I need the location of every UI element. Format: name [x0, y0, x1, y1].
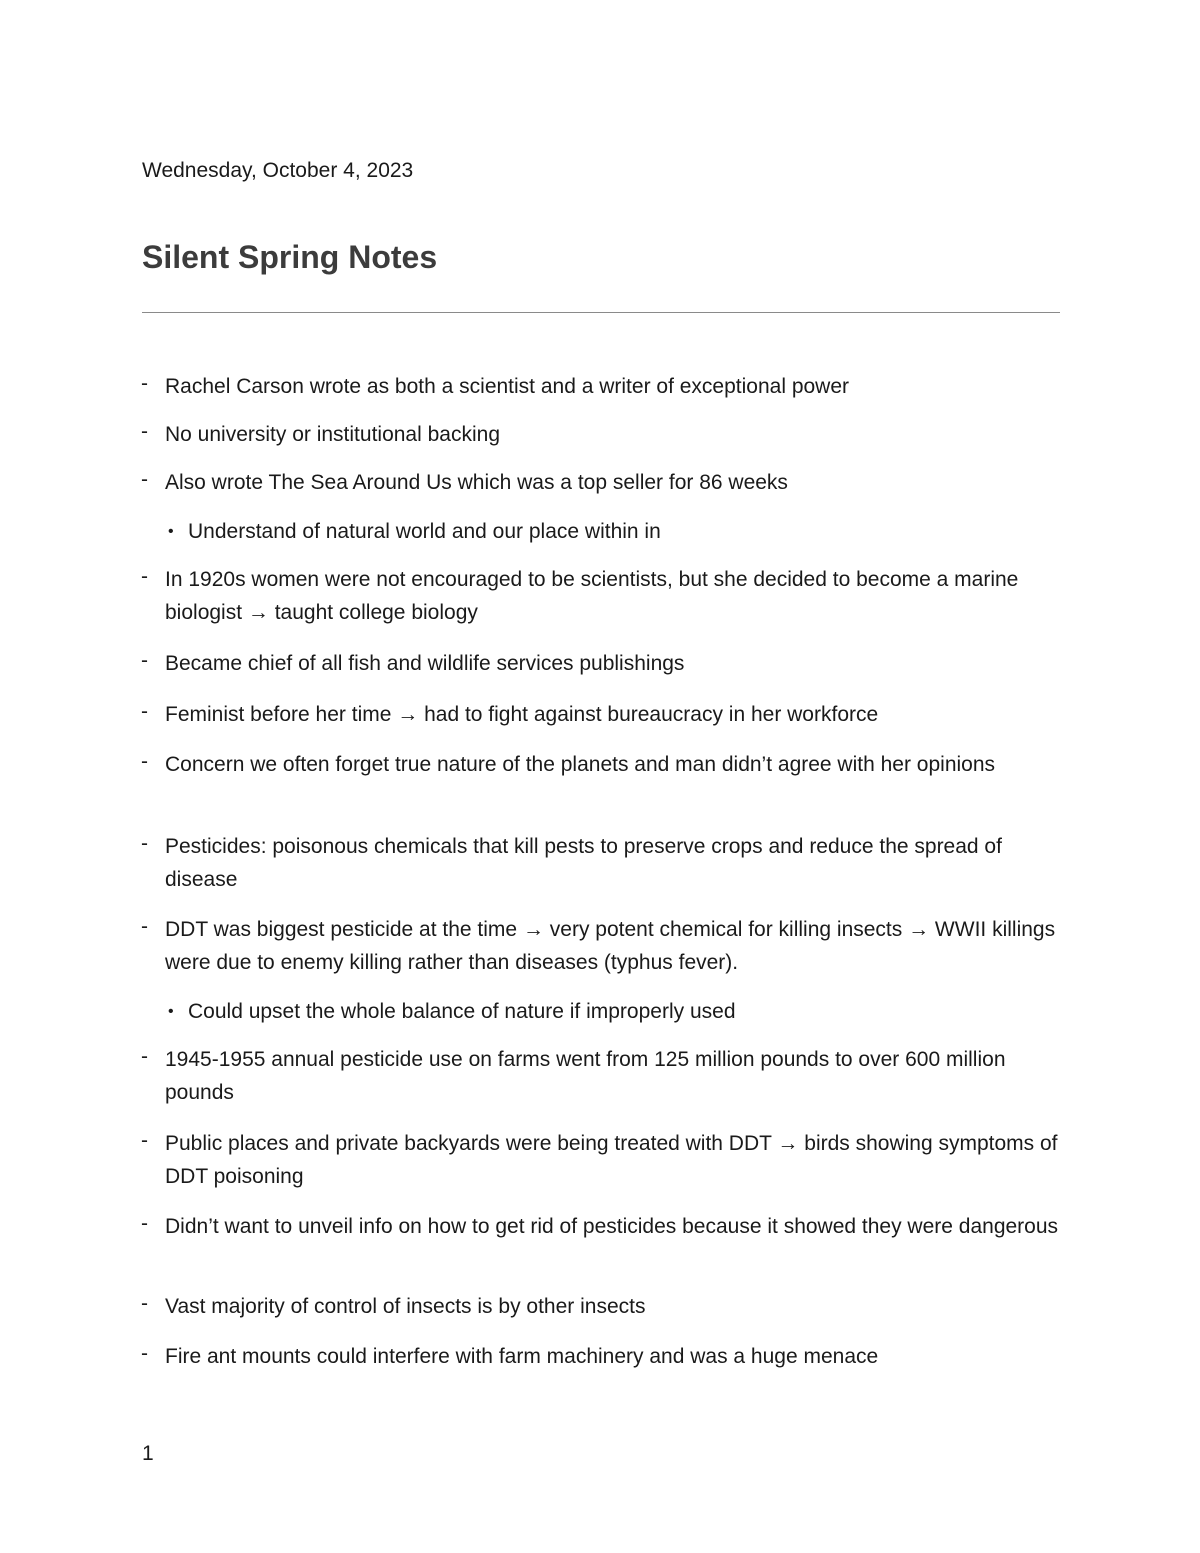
- dash-bullet: -: [141, 1292, 148, 1315]
- list-item: [141, 1210, 1065, 1243]
- list-item-text: Vast majority of control of insects is by other insects: [165, 1295, 646, 1318]
- dash-bullet: -: [141, 1342, 148, 1365]
- list-item-text: Also wrote The Sea Around Us which was a top seller for 86 weeks: [165, 471, 788, 494]
- list-item: [141, 563, 1065, 629]
- dash-bullet: -: [141, 649, 148, 672]
- dash-bullet: -: [141, 372, 148, 395]
- dash-bullet: -: [141, 420, 148, 443]
- dash-bullet: -: [141, 468, 148, 491]
- list-item-text: DDT was biggest pesticide at the time → very potent chemical for killing insects → WWII killings were due to enemy killing rather than diseases (typhus fever).: [165, 918, 1056, 974]
- list-item: [141, 647, 1065, 680]
- page-number: 1: [142, 1442, 154, 1465]
- list-item-text: No university or institutional backing: [165, 423, 500, 446]
- dash-bullet: -: [141, 1129, 148, 1152]
- note-date: Wednesday, October 4, 2023: [142, 159, 414, 182]
- dash-bullet: -: [141, 1212, 148, 1235]
- sub-list-item: [168, 515, 1058, 548]
- list-item-text: Feminist before her time → had to fight against bureaucracy in her workforce: [165, 703, 879, 726]
- list-item-text: Understand of natural world and our place within in: [188, 520, 661, 543]
- dash-bullet: -: [141, 565, 148, 588]
- dash-bullet: -: [141, 700, 148, 723]
- sub-list-item: [168, 995, 1058, 1028]
- list-item-text: Became chief of all fish and wildlife services publishings: [165, 652, 685, 675]
- title-divider: [142, 312, 1060, 313]
- dot-bullet: •: [168, 1003, 174, 1020]
- list-item: [141, 830, 1065, 896]
- list-item-text: 1945-1955 annual pesticide use on farms went from 125 million pounds to over 600 million pounds: [165, 1048, 1006, 1104]
- list-item: [141, 913, 1065, 979]
- list-item: [141, 1043, 1065, 1109]
- page-title: Silent Spring Notes: [142, 239, 438, 275]
- list-item: [141, 748, 1065, 781]
- list-item: [141, 1340, 1065, 1373]
- list-item: [141, 1127, 1065, 1193]
- dash-bullet: -: [141, 832, 148, 855]
- list-item-text: Rachel Carson wrote as both a scientist and a writer of exceptional power: [165, 375, 850, 398]
- list-item: [141, 370, 1065, 403]
- list-item: [141, 1290, 1065, 1323]
- list-item-text: Didn’t want to unveil info on how to get rid of pesticides because it showed they were dangerous: [165, 1215, 1059, 1238]
- list-item-text: Public places and private backyards were being treated with DDT → birds showing symptoms of DDT poisoning: [165, 1132, 1058, 1188]
- list-item-text: Fire ant mounts could interfere with farm machinery and was a huge menace: [165, 1345, 879, 1368]
- dot-bullet: •: [168, 523, 174, 540]
- list-item-text: Could upset the whole balance of nature if improperly used: [188, 1000, 736, 1023]
- list-item-text: Pesticides: poisonous chemicals that kill pests to preserve crops and reduce the spread of disease: [165, 835, 1002, 891]
- list-item: [141, 466, 1065, 499]
- list-item: [141, 418, 1065, 451]
- dash-bullet: -: [141, 915, 148, 938]
- list-item: [141, 698, 1065, 731]
- list-item-text: In 1920s women were not encouraged to be scientists, but she decided to become a marine biologist → taught college biology: [165, 568, 1019, 624]
- dash-bullet: -: [141, 1045, 148, 1068]
- list-item-text: Concern we often forget true nature of the planets and man didn’t agree with her opinions: [165, 753, 996, 776]
- dash-bullet: -: [141, 750, 148, 773]
